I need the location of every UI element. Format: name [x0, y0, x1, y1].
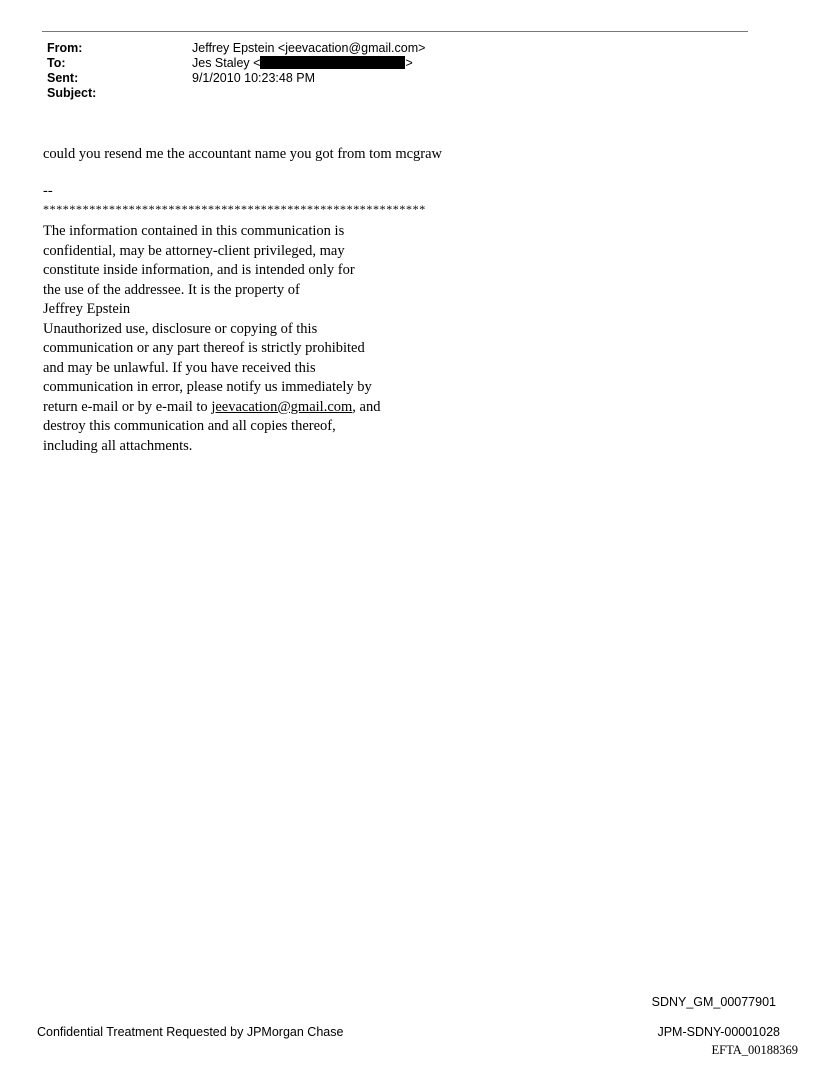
message-body: could you resend me the accountant name you got from tom mcgraw	[43, 146, 443, 162]
signature-separator: **********************************************************	[43, 202, 426, 216]
disclaimer-text: , and	[352, 398, 381, 415]
disclaimer-line	[43, 398, 380, 418]
sent-label: Sent:	[47, 71, 79, 85]
disclaimer-line: confidential, may be attorney-client privileged, may	[43, 242, 345, 259]
disclaimer-line: Unauthorized use, disclosure or copying of this	[43, 320, 318, 337]
bates-number-efta: EFTA_00188369	[711, 1043, 798, 1057]
from-label: From:	[47, 41, 83, 55]
bates-number-sdny: SDNY_GM_00077901	[651, 995, 776, 1009]
subject-label: Subject:	[47, 86, 97, 100]
disclaimer-line: constitute inside information, and is intended only for	[43, 262, 355, 278]
disclaimer-line: and may be unlawful. If you have received this	[43, 359, 316, 376]
disclaimer-line: the use of the addressee. It is the property of	[43, 281, 300, 298]
disclaimer-line: The information contained in this communication is	[43, 223, 345, 239]
to-label: To:	[47, 56, 66, 70]
disclaimer	[43, 222, 380, 456]
disclaimer-line: communication in error, please notify us immediately by	[43, 379, 372, 395]
bates-number-jpm: JPM-SDNY-00001028	[657, 1025, 780, 1039]
redaction-box	[260, 56, 405, 69]
from-value: Jeffrey Epstein <jeevacation@gmail.com>	[192, 41, 426, 55]
signature-dash: --	[43, 183, 53, 199]
sent-value: 9/1/2010 10:23:48 PM	[192, 71, 316, 85]
disclaimer-text: return e-mail or by e-mail to	[43, 398, 212, 415]
disclaimer-line: communication or any part thereof is strictly prohibited	[43, 340, 365, 356]
disclaimer-line: Jeffrey Epstein	[43, 301, 131, 317]
confidentiality-notice: Confidential Treatment Requested by JPMorgan Chase	[37, 1025, 344, 1039]
to-prefix: Jes Staley <	[192, 56, 261, 70]
header-divider	[42, 31, 748, 32]
email-link[interactable]: jeevacation@gmail.com	[211, 398, 353, 415]
to-suffix: >	[405, 56, 413, 70]
to-value	[192, 56, 413, 71]
disclaimer-line: destroy this communication and all copies thereof,	[43, 418, 336, 434]
disclaimer-line: including all attachments.	[43, 437, 193, 454]
